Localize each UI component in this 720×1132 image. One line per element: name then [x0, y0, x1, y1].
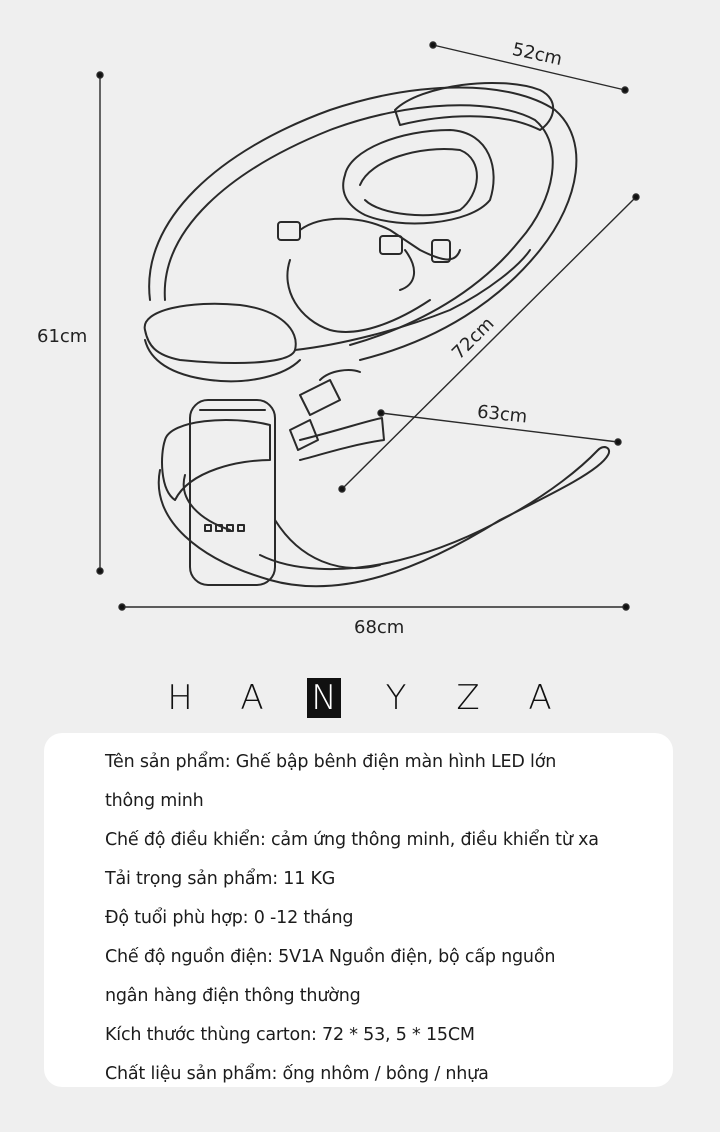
spec-age: Độ tuổi phù hợp: 0 -12 tháng — [105, 908, 354, 928]
seat-cushion — [145, 304, 296, 363]
spec-product-name: Tên sản phẩm: Ghế bập bênh điện màn hình LED lớn — [105, 752, 557, 772]
seat-frame-inner — [165, 105, 553, 345]
spec-control-mode: Chế độ điều khiển: cảm ứng thông minh, điều khiển từ xa — [105, 830, 599, 850]
dimension-base-width: 68cm — [354, 617, 405, 638]
brand-letter: Z — [456, 678, 480, 718]
dimension-top-width: 52cm — [510, 38, 564, 71]
spec-carton-size: Kích thước thùng carton: 72 * 53, 5 * 15CM — [105, 1025, 475, 1045]
spec-power-cont: ngân hàng điện thông thường — [105, 986, 361, 1006]
spec-load: Tải trọng sản phẩm: 11 KG — [105, 869, 336, 889]
spec-card — [44, 733, 673, 1087]
brand-letter: Y — [385, 678, 407, 718]
brand-logo — [0, 676, 720, 720]
spec-power: Chế độ nguồn điện: 5V1A Nguồn điện, bộ cấp nguồn — [105, 947, 556, 967]
base-oval — [162, 420, 270, 500]
brand-letter: A — [240, 678, 264, 718]
dimension-base-depth: 63cm — [476, 401, 529, 428]
spec-material: Chất liệu sản phẩm: ống nhôm / bông / nhựa — [105, 1064, 489, 1084]
dimension-height: 61cm — [37, 326, 88, 347]
control-box — [190, 400, 275, 585]
base-rocker — [159, 447, 609, 586]
brand-letter: A — [528, 678, 552, 718]
spec-product-name-cont: thông minh — [105, 791, 204, 811]
brand-letter-highlight: N — [307, 678, 341, 718]
dimension-diagonal: 72cm — [447, 313, 499, 364]
brand-letter: H — [167, 678, 193, 718]
